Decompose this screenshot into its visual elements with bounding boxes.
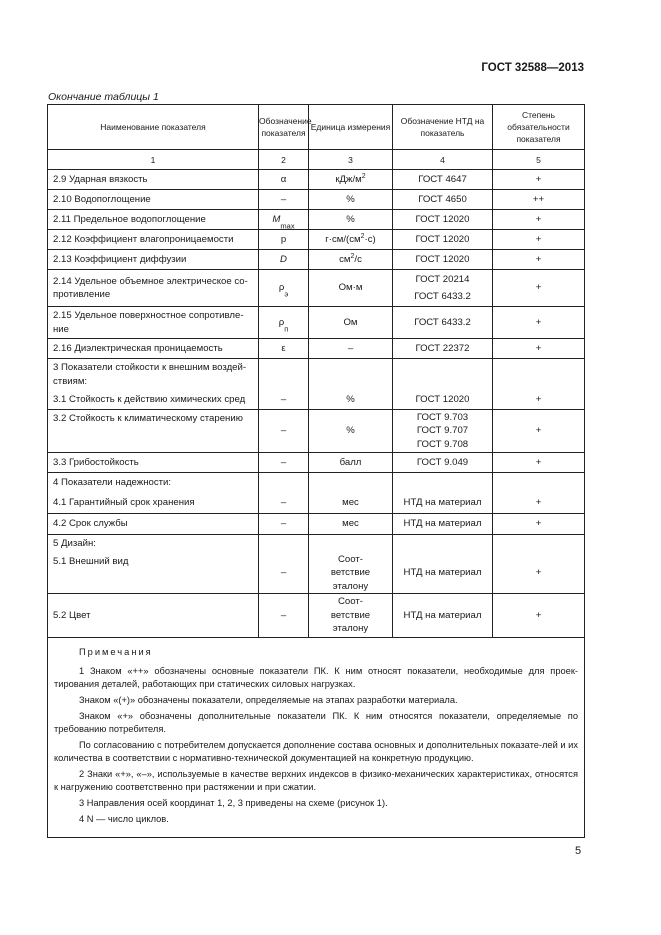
row-ntd: ГОСТ 4650 xyxy=(393,190,493,210)
row-symbol: – xyxy=(259,410,309,453)
unit-line: ветствие xyxy=(330,609,371,621)
table-caption: Окончание таблицы 1 xyxy=(48,91,159,103)
col-number: 1 xyxy=(48,150,259,170)
row-symbol xyxy=(259,270,309,307)
row-name: 2.16 Диэлектрическая проницаемость xyxy=(48,339,259,359)
note-paragraph: Знаком «(+)» обозначены показатели, определяемые на этапах разработки материала. xyxy=(79,695,458,705)
table-row xyxy=(48,410,585,453)
standard-id: ГОСТ 32588—2013 xyxy=(481,62,584,74)
symbol-sub: п xyxy=(284,324,289,334)
header-col-unit: Единица измерения xyxy=(309,105,393,150)
properties-table xyxy=(47,104,585,838)
empty-cell xyxy=(309,535,393,553)
row-symbol: D xyxy=(259,250,309,270)
row-symbol: – xyxy=(259,391,309,410)
row-degree: + xyxy=(493,453,585,473)
row-ntd: ГОСТ 12020 xyxy=(393,210,493,230)
row-degree: + xyxy=(493,553,585,594)
row-ntd: ГОСТ 9.049 xyxy=(393,453,493,473)
row-ntd: ГОСТ 6433.2 xyxy=(393,307,493,339)
row-unit xyxy=(309,230,393,250)
empty-cell xyxy=(493,535,585,553)
unit-base: см xyxy=(339,253,351,265)
table-row xyxy=(48,391,585,410)
section-name: 3 Показатели стойкости к внешним воздей-ствиям: xyxy=(48,359,259,391)
row-unit: Ом xyxy=(309,307,393,339)
table-row xyxy=(48,514,585,535)
row-symbol: – xyxy=(259,514,309,535)
row-ntd: ГОСТ 4647 xyxy=(393,170,493,190)
section-name: 4 Показатели надежности: xyxy=(48,473,259,493)
row-symbol xyxy=(259,210,309,230)
table-row xyxy=(48,339,585,359)
empty-cell xyxy=(393,535,493,553)
row-name: 3.1 Стойкость к действию химических сред xyxy=(48,391,259,410)
row-degree: + xyxy=(493,391,585,410)
table-row xyxy=(48,535,585,553)
symbol-base: ρ xyxy=(278,282,285,294)
column-numbers-row xyxy=(48,150,585,170)
row-unit: – xyxy=(309,339,393,359)
row-symbol: – xyxy=(259,594,309,638)
row-name: 3.3 Грибостойкость xyxy=(48,453,259,473)
row-degree: + xyxy=(493,230,585,250)
notes-row xyxy=(48,638,585,838)
row-ntd: ГОСТ 12020 xyxy=(393,250,493,270)
table-row xyxy=(48,307,585,339)
row-name: 2.15 Удельное поверхностное сопротивле-ние xyxy=(48,307,259,339)
symbol-sub: max xyxy=(280,221,295,231)
row-ntd: НТД на материал xyxy=(393,594,493,638)
note-paragraph: 3 Направления осей координат 1, 2, 3 приведены на схеме (рисунок 1). xyxy=(79,798,388,808)
notes-title: Примечания xyxy=(79,647,153,657)
unit-line: Соот- xyxy=(338,596,363,608)
row-degree: + xyxy=(493,170,585,190)
row-name: 3.2 Стойкость к климатическому старению xyxy=(48,410,259,453)
row-ntd xyxy=(393,410,493,453)
row-unit xyxy=(309,170,393,190)
ntd-line: ГОСТ 6433.2 xyxy=(414,290,471,302)
row-name: 2.9 Ударная вязкость xyxy=(48,170,259,190)
row-degree: + xyxy=(493,270,585,307)
unit-base: кДж/м xyxy=(335,173,362,185)
note-paragraph: 4 N — число циклов. xyxy=(79,814,169,824)
unit-part: г·см/(см xyxy=(325,233,361,245)
row-degree: + xyxy=(493,493,585,514)
unit-part: /с xyxy=(354,253,362,265)
row-degree: + xyxy=(493,210,585,230)
section-name: 5 Дизайн: xyxy=(48,535,259,553)
row-ntd xyxy=(393,270,493,307)
table-row xyxy=(48,210,585,230)
table-row xyxy=(48,230,585,250)
symbol-base: ρ xyxy=(278,316,285,328)
empty-cell xyxy=(393,473,493,493)
header-col-degree: Степень обязательности показателя xyxy=(493,105,585,150)
row-degree: + xyxy=(493,594,585,638)
header-col-ntd: Обозначение НТД на показатель xyxy=(393,105,493,150)
table-header-row xyxy=(48,105,585,150)
unit-sup: 2 xyxy=(361,172,366,180)
row-symbol: α xyxy=(259,170,309,190)
empty-cell xyxy=(259,359,309,391)
row-ntd: ГОСТ 12020 xyxy=(393,230,493,250)
row-degree: + xyxy=(493,339,585,359)
row-ntd: НТД на материал xyxy=(393,553,493,594)
row-ntd: НТД на материал xyxy=(393,514,493,535)
table-row xyxy=(48,190,585,210)
row-symbol: – xyxy=(259,453,309,473)
table-row xyxy=(48,250,585,270)
row-name: 2.12 Коэффициент влагопроницаемости xyxy=(48,230,259,250)
ntd-line: ГОСТ 9.707 xyxy=(416,425,469,437)
row-unit: Ом·м xyxy=(309,270,393,307)
row-symbol: – xyxy=(259,493,309,514)
row-symbol: ε xyxy=(259,339,309,359)
row-name: 2.13 Коэффициент диффузии xyxy=(48,250,259,270)
table-row xyxy=(48,170,585,190)
unit-part: ·с) xyxy=(364,233,376,245)
empty-cell xyxy=(493,359,585,391)
row-name: 4.1 Гарантийный срок хранения xyxy=(48,493,259,514)
row-ntd: ГОСТ 12020 xyxy=(393,391,493,410)
notes-cell xyxy=(48,638,585,838)
unit-sup: 2 xyxy=(350,252,355,260)
row-name: 2.14 Удельное объемное электрическое со-противление xyxy=(48,270,259,307)
row-name: 5.1 Внешний вид xyxy=(48,553,259,594)
row-symbol xyxy=(259,307,309,339)
unit-line: ветствие xyxy=(330,567,371,578)
note-paragraph: По согласованию с потребителем допускается дополнение состава основных и дополнительных показате-лей и их количества в соответствии с нормативно-технической документацией на конкретную продукцию. xyxy=(54,740,578,763)
empty-cell xyxy=(393,359,493,391)
row-symbol: p xyxy=(259,230,309,250)
row-unit xyxy=(309,553,393,594)
col-number: 3 xyxy=(309,150,393,170)
table-row xyxy=(48,270,585,307)
row-degree: + xyxy=(493,514,585,535)
symbol-sub: э xyxy=(284,289,289,299)
empty-cell xyxy=(309,473,393,493)
row-unit: % xyxy=(309,410,393,453)
empty-cell xyxy=(309,359,393,391)
row-degree: + xyxy=(493,410,585,453)
row-name: 2.10 Водопоглощение xyxy=(48,190,259,210)
row-ntd: ГОСТ 22372 xyxy=(393,339,493,359)
table-row xyxy=(48,453,585,473)
row-unit xyxy=(309,250,393,270)
unit-sup: 2 xyxy=(360,232,365,240)
ntd-line: ГОСТ 9.708 xyxy=(416,438,469,450)
row-unit: % xyxy=(309,190,393,210)
row-ntd: НТД на материал xyxy=(393,493,493,514)
row-unit xyxy=(309,594,393,638)
note-paragraph: Знаком «+» обозначены дополнительные показатели ПК. К ним относятся показатели, определяемые по требованию потребителя. xyxy=(54,711,578,734)
row-name: 4.2 Срок службы xyxy=(48,514,259,535)
row-unit: балл xyxy=(309,453,393,473)
row-unit: % xyxy=(309,391,393,410)
unit-line: Соот- xyxy=(338,553,363,565)
row-unit: мес xyxy=(309,514,393,535)
ntd-line: ГОСТ 9.703 xyxy=(416,411,469,423)
col-number: 4 xyxy=(393,150,493,170)
table-row xyxy=(48,473,585,493)
row-unit: мес xyxy=(309,493,393,514)
ntd-line: ГОСТ 20214 xyxy=(415,274,470,285)
table-row xyxy=(48,493,585,514)
row-name: 5.2 Цвет xyxy=(48,594,259,638)
symbol-base: M xyxy=(272,213,281,225)
col-number: 5 xyxy=(493,150,585,170)
row-symbol: – xyxy=(259,190,309,210)
row-degree: + xyxy=(493,250,585,270)
note-paragraph: 2 Знаки «+», «–», используемые в качестве верхних индексов в физико-механических характеристиках, относятся к нагружению соответственно при растяжении и при сжатии. xyxy=(54,769,578,792)
empty-cell xyxy=(259,535,309,553)
empty-cell xyxy=(493,473,585,493)
page-number: 5 xyxy=(575,845,582,857)
note-paragraph: 1 Знаком «++» обозначены основные показатели ПК. К ним относят показатели, необходимые для проек-тирования деталей, работающих при статических силовых нагрузках. xyxy=(54,666,578,689)
unit-line: эталону xyxy=(332,623,369,635)
row-symbol: – xyxy=(259,553,309,594)
table-row xyxy=(48,594,585,638)
header-col-symbol: Обозначение показателя xyxy=(259,105,309,150)
unit-line: эталону xyxy=(332,580,369,592)
empty-cell xyxy=(259,473,309,493)
row-unit: % xyxy=(309,210,393,230)
table-row xyxy=(48,359,585,391)
row-degree: + xyxy=(493,307,585,339)
col-number: 2 xyxy=(259,150,309,170)
row-name: 2.11 Предельное водопоглощение xyxy=(48,210,259,230)
table-row xyxy=(48,553,585,594)
header-col-name: Наименование показателя xyxy=(48,105,259,150)
row-degree: ++ xyxy=(493,190,585,210)
